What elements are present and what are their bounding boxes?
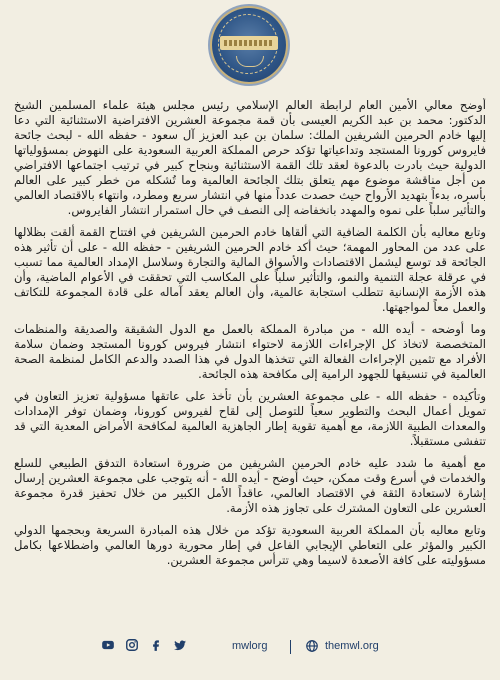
instagram-icon[interactable] <box>124 637 140 653</box>
footer-website[interactable]: themwl.org <box>325 640 379 652</box>
paragraph-3: وما أوضحه - أيده الله - من مبادرة المملكة بالعمل مع الدول الشقيقة والصديقة والمنظمات المتخصصة لاتخاذ كل الإجراءات اللازمة لاحتواء انتشار فيروس كورونا المستجد وضمان سلامة الأفراد مع تثمين الإجراءات الفعالة التي تتخذها الدول في هذا الصدد والدعم الكامل لمنظمة الصحة العالمية في تنسيقها للجهود الرامية إلى مكافحة هذه الجائحة. <box>14 322 486 381</box>
paragraph-2: وتابع معاليه بأن الكلمة الضافية التي ألقاها خادم الحرمين الشريفين في افتتاح القمة ألقت بظلالها على عدد من المحاور المهمة؛ حيث أكد خادم الحرمين الشريفين - حفظه الله - على أن تأثير هذه الجائحة قد توسع ليشمل الاقتصادات والأسواق المالية والتجارة وسلاسل الإمداد العالمية مما تسبب في عرقلة عجلة التنمية والنمو، والتأثير سلباً على المكاسب التي تحققت في الأعوام الماضية، وأن هذه الأزمة الإنسانية تتطلب استجابة عالمية، وأن العالم يعقد آماله على قادة المجموعة للتكاتف والعمل معاً لمواجهتها. <box>14 225 486 314</box>
footer <box>0 628 500 668</box>
paragraph-4: وتأكيده - حفظه الله - على مجموعة العشرين بأن تأخذ على عاتقها مسؤولية تعزيز التعاون في تمويل أعمال البحث والتطوير سعياً للتوصل إلى لقاح لفيروس كورونا، وضمان توفر الإمدادات والمعدات الطبية اللازمة، مع أهمية تقوية إطار الجاهزية العالمية لمكافحة الأمراض المعدية التي قد تتفشى مستقبلاً. <box>14 389 486 448</box>
footer-handle[interactable]: mwlorg <box>232 640 268 652</box>
article-body <box>14 98 486 606</box>
emblem-band <box>220 36 278 50</box>
footer-divider <box>290 640 291 654</box>
facebook-icon[interactable] <box>148 637 164 653</box>
emblem-band-pattern <box>224 40 274 46</box>
paragraph-1: أوضح معالي الأمين العام لرابطة العالم الإسلامي رئيس مجلس هيئة علماء المسلمين الشيخ الدكتور: محمد بن عبد الكريم العيسى بأن قمة مجموعة العشرين الافتراضية الاستثنائية التي دعا إليها خادم الحرمين الشريفين الملك: سلمان بن عبد العزيز آل سعود - حفظه الله - لبحث جائحة فايروس كورونا المستجد وتداعياتها تؤكد حرص المملكة العربية السعودية على النهوض بمسؤولياتها الدولية حيث بادرت بالدعوة لعقد تلك القمة الاستثنائية وبنجاح كبير في ترتيب اجتماعها الافتراضي من أجل مناقشة موضوع مهم يتعلق بتلك الجائحة العالمية وما تُشكله من خطر كبير على العالم بأسره، بدءاً بتهديد الأرواح حيث حصدت عدداً منها في انتشار سريع ومطرد، وانتهاء بالاقتصاد العالمي والتأثير سلباً على نموه والمهدد بانخفاضه إلى النصف في حال استمرار انتشار الفايروس. <box>14 98 486 217</box>
twitter-icon[interactable] <box>172 637 188 653</box>
paragraph-6: وتابع معاليه بأن المملكة العربية السعودية تؤكد من خلال هذه المبادرة السريعة وبحجمها الدولي الكبير والمؤثر على التعاطي الإيجابي الفاعل في إطار محورية دورها العالمي واضطلاعها بكامل مسؤوليته على كافة الأصعدة لاسيما وهي تترأس مجموعة العشرين. <box>14 523 486 567</box>
mwl-emblem-icon <box>212 8 286 82</box>
globe-icon <box>305 639 319 653</box>
youtube-icon[interactable] <box>100 637 116 653</box>
header <box>0 0 500 96</box>
social-icons <box>100 637 188 653</box>
paragraph-5: مع أهمية ما شدد عليه خادم الحرمين الشريفين من ضرورة استعادة التدفق الطبيعي للسلع والخدمات في أسرع وقت ممكن، حيث أوضح - أيده الله - أنه يتوجب على مجموعة العشرين إرسال إشارة لاستعادة الثقة في الاقتصاد العالمي، عاقداً الأمل الكبير من خلال تحفيز قدرة مجموعة العشرين على التعاون المشترك على تجاوز هذه الأزمة. <box>14 456 486 515</box>
